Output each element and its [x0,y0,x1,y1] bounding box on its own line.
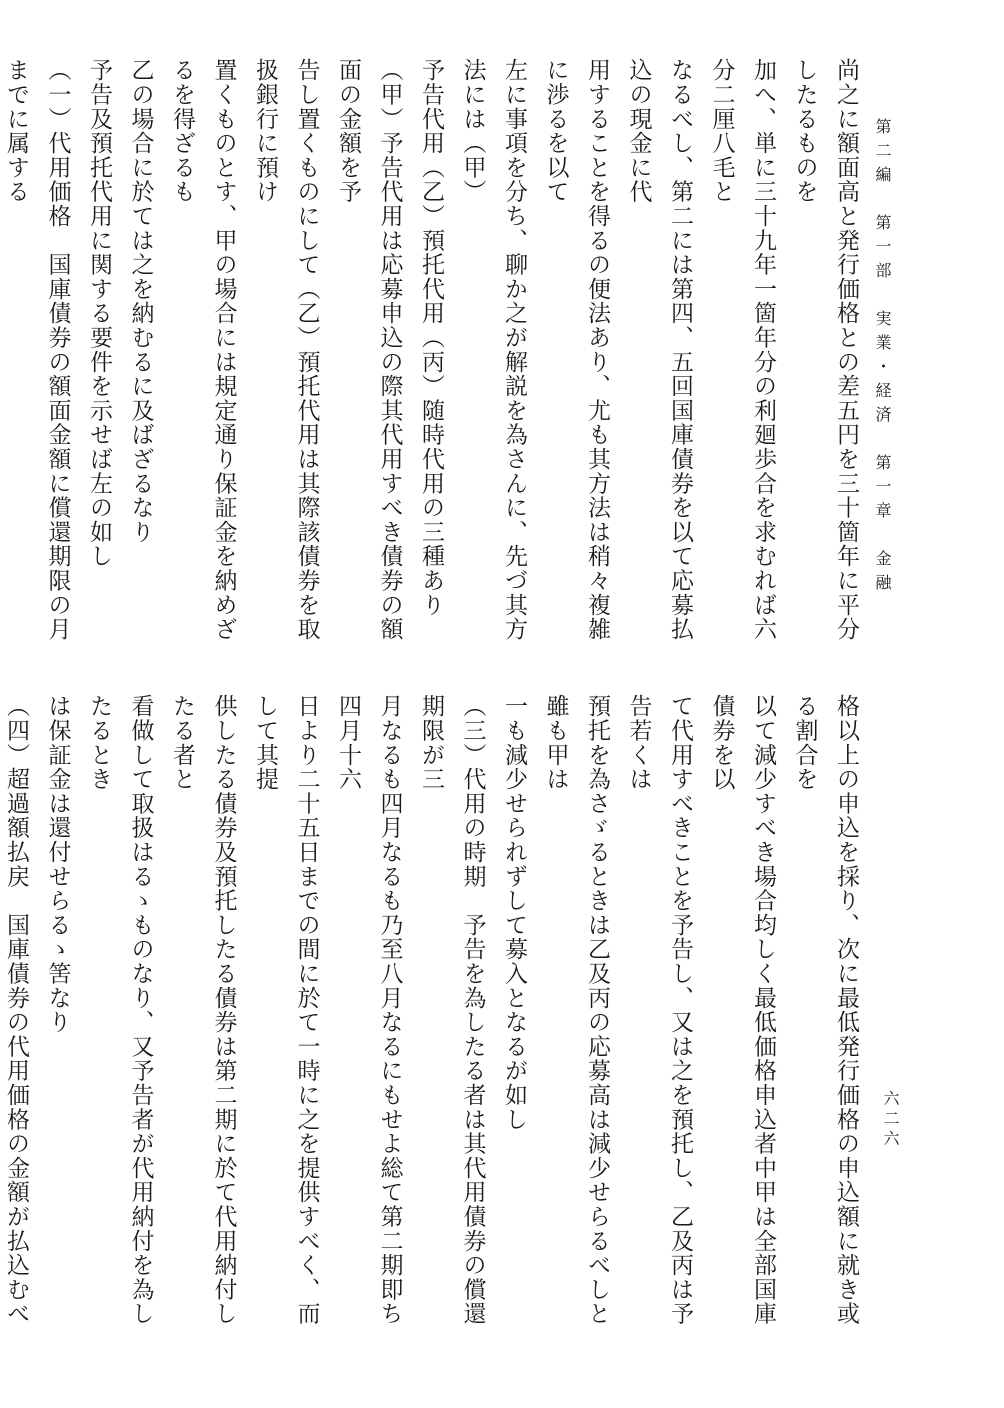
text-line: 看做して取扱はるゝものなり、又予告者が代用納付を為したるとき [86,694,154,1326]
text-line: 格以上の申込を採り、次に最低発行価格の申込額に就き或る割合を [791,694,859,1326]
text-line: 加へ、単に三十九年一箇年分の利廻歩合を求むれば六分二厘八毛と [708,58,776,642]
running-header: 第二編 第一部 実業・経済 第一章 金融 [873,118,892,598]
text-line: 日より二十五日までの間に於て一時に之を提供すべく、而して其提 [252,694,320,1326]
text-line: 尚之に額面高と発行価格との差五円を三十箇年に平分したるものを [791,58,859,642]
text-line: 乙の場合に於ては之を納むるに及ばざるなり [127,58,154,544]
text-line: 告し置くものにして（乙）預托代用は其際該債券を取扱銀行に預け [252,58,320,642]
page-number: 六二六 [881,1090,900,1150]
upper-text-block [3,58,866,658]
text-line: 予告代用（乙）預托代用（丙）随時代用の三種あり [418,58,444,617]
text-line: 月なるも四月なるも乃至八月なるにもせよ総て第二期即ち四月十六 [335,694,403,1326]
text-line: （三）代用の時期 予告を為したる者は其代用債券の償還期限が三 [418,694,486,1326]
text-line: 左に事項を分ち、聊か之が解説を為さんに、先づ其方法には（甲） [459,58,527,642]
text-line: （四）超過額払戻 国庫債券の代用価格の金額が払込むべ [3,694,29,1326]
text-line: は保証金は還付せらるゝ筈なり [44,694,71,1035]
text-line: 一も減少せられずして募入となるが如し [501,694,527,1132]
text-line: 置くものとす、甲の場合には規定通り保証金を納めざるを得ざるも [169,58,237,642]
text-line: 用することを得るの便法あり、尤も其方法は稍々複雑に渉るを以て [542,58,610,642]
text-line: 供したる債券及預托したる債券は第二期に於て代用納付したる者と [169,694,237,1326]
lower-text-block [3,694,866,1344]
text-line: 以て減少すべき場合均しく最低価格申込者中甲は全部国庫債券を以 [708,694,776,1326]
text-line: なるべし、第二には第四、五回国庫債券を以て応募払込の現金に代 [625,58,693,642]
text-line: （甲）予告代用は応募申込の際其代用すべき債券の額面の金額を予 [335,58,403,642]
text-line: （一）代用価格 国庫債券の額面金額に償還期限の月までに属する [3,58,71,642]
text-line: て代用すべきことを予告し、又は之を預托し、乙及丙は予告若くは [625,694,693,1326]
text-line: 預托を為さゞるときは乙及丙の応募高は減少せらるべしと雖も甲は [542,694,610,1326]
text-line: 予告及預托代用に関する要件を示せば左の如し [86,58,112,569]
